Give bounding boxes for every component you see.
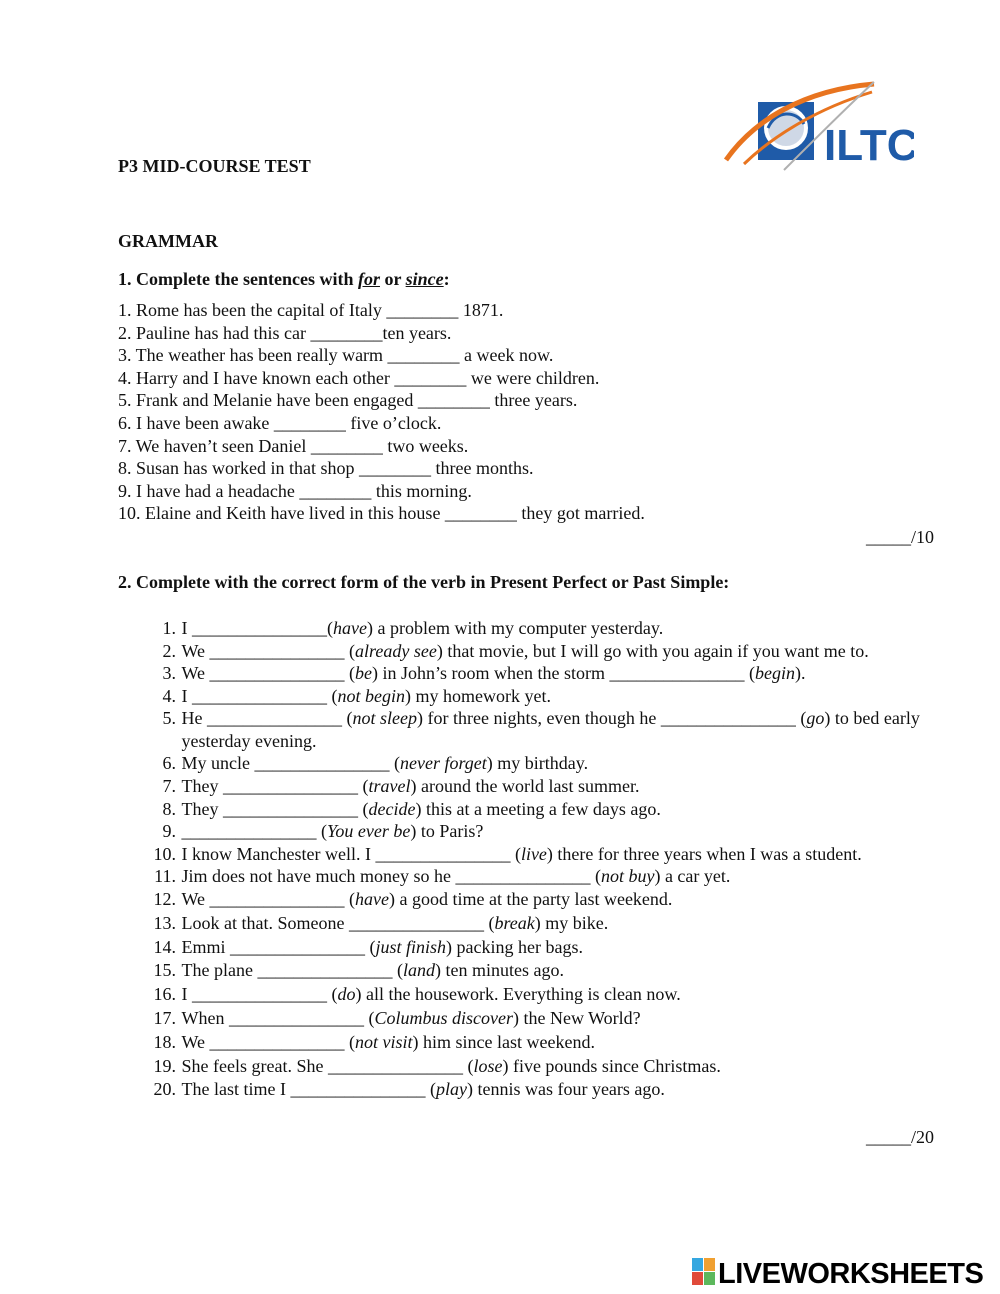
sentence-part: ) tennis was four years ago.	[466, 1079, 665, 1100]
section-heading: GRAMMAR	[118, 231, 218, 251]
exercise2-item-text	[181, 685, 939, 708]
liveworksheets-text: LIVEWORKSHEETS	[718, 1258, 984, 1288]
exercise1-item: 8. Susan has worked in that shop ________ three months.	[118, 458, 534, 479]
exercise2-item-text	[181, 843, 939, 866]
exercise2-item	[118, 1007, 938, 1031]
exercise1-item: 5. Frank and Melanie have been engaged ________ three years.	[118, 390, 578, 411]
exercise1-heading	[118, 269, 450, 290]
lw-badge-icon	[692, 1258, 715, 1285]
exercise2-item-text	[181, 775, 939, 798]
verb-hint: begin	[755, 663, 796, 684]
exercise2-item-number: 18.	[153, 1031, 176, 1052]
exercise2-item-text	[181, 798, 939, 821]
exercise2-item-number: 19.	[153, 1055, 176, 1076]
exercise2-item-number: 1.	[162, 618, 176, 638]
verb-hint: not buy	[600, 866, 655, 887]
sentence-part: ) there for three years when I was a student.	[546, 843, 862, 864]
exercise2-item	[118, 752, 938, 775]
sentence-part: ) him since last weekend.	[412, 1031, 595, 1052]
exercise2-item	[118, 865, 938, 888]
page-title: P3 MID-COURSE TEST	[118, 156, 311, 176]
exercise2-item-text	[181, 912, 939, 936]
sentence-part: ) packing her bags.	[446, 936, 583, 957]
exercise2-item-text	[181, 959, 939, 983]
sentence-part: ) ten minutes ago.	[434, 960, 564, 981]
sentence-part: ) five pounds since Christmas.	[502, 1055, 721, 1076]
exercise2-item-text	[181, 1078, 939, 1102]
exercise1-heading-suffix: :	[443, 269, 450, 289]
sentence-part: ) for three nights, even though he _______________ (	[416, 708, 807, 729]
exercise2-item-number: 11.	[154, 866, 176, 887]
exercise2-item-number: 17.	[153, 1007, 176, 1028]
exercise2-item	[118, 775, 938, 798]
exercise2-item	[118, 1078, 938, 1102]
sentence-part: ) in John’s room when the storm _______________ (	[372, 663, 756, 684]
exercise1-heading-or: or	[379, 269, 406, 289]
exercise2-item-number: 2.	[162, 640, 176, 661]
sentence-part: We _______________ (	[181, 663, 356, 684]
exercise2-item-text	[181, 617, 939, 640]
exercise2-item-text	[181, 888, 939, 912]
verb-hint: You ever be	[327, 821, 411, 842]
exercise2-item-text	[181, 1031, 939, 1055]
exercise2-item-text	[181, 662, 939, 685]
exercise1-item: 9. I have had a headache ________ this morning.	[118, 480, 472, 501]
exercise2-item	[118, 1055, 938, 1079]
sentence-part: I _______________(	[181, 618, 333, 638]
exercise2-list	[118, 617, 938, 1102]
exercise2-item	[118, 798, 938, 821]
sentence-part: ) all the housework. Everything is clean now.	[355, 984, 681, 1005]
exercise2-item-number: 8.	[162, 798, 176, 819]
sentence-part: They _______________ (	[181, 775, 369, 796]
exercise2-item	[118, 959, 938, 983]
verb-hint: play	[435, 1079, 467, 1100]
exercise2-item-number: 14.	[153, 936, 176, 957]
sentence-part: Jim does not have much money so he _______________ (	[181, 866, 601, 887]
exercise2-item-text	[181, 820, 939, 843]
sentence-part: ) to bed early yesterday evening.	[181, 708, 920, 751]
exercise2-item	[118, 1031, 938, 1055]
sentence-part: He _______________ (	[181, 708, 353, 729]
verb-hint: live	[520, 843, 547, 864]
exercise2-item-number: 4.	[162, 685, 176, 706]
exercise2-item	[118, 685, 938, 708]
sentence-part: _______________ (	[181, 821, 327, 842]
sentence-part: The last time I _______________ (	[181, 1079, 436, 1100]
word-since: since	[405, 269, 444, 289]
sentence-part: ) that movie, but I will go with you again if you want me to.	[436, 640, 869, 661]
sentence-part: ) a car yet.	[654, 866, 731, 887]
exercise2-item-number: 15.	[153, 960, 176, 981]
verb-hint: decide	[368, 798, 416, 819]
exercise2-item-number: 13.	[153, 912, 176, 933]
iltc-logo-text: ILTC	[824, 121, 914, 170]
verb-hint: Columbus discover	[374, 1007, 513, 1028]
verb-hint: travel	[368, 775, 411, 796]
verb-hint: lose	[473, 1055, 503, 1076]
verb-hint: have	[333, 618, 367, 638]
exercise1-score: _____/10	[866, 527, 935, 547]
exercise2-item-number: 16.	[153, 984, 176, 1005]
exercise2-item-text	[181, 936, 939, 960]
verb-hint: be	[355, 663, 373, 684]
exercise2-item-text	[181, 1055, 939, 1079]
exercise2-heading: 2. Complete with the correct form of the verb in Present Perfect or Past Simple:	[118, 572, 730, 592]
exercise1-item: 7. We haven’t seen Daniel ________ two weeks.	[118, 435, 469, 456]
exercise1-heading-prefix: 1. Complete the sentences with	[118, 269, 358, 289]
exercise2-item-text	[181, 640, 939, 663]
exercise2-item	[118, 707, 938, 752]
exercise2-item-text	[181, 1007, 939, 1031]
exercise2-item-text	[181, 865, 939, 888]
exercise1-item: 2. Pauline has had this car ________ten years.	[118, 322, 452, 343]
sentence-part: I _______________ (	[181, 984, 338, 1005]
sentence-part: When _______________ (	[181, 1007, 375, 1028]
verb-hint: not visit	[355, 1031, 413, 1052]
exercise2-item	[118, 912, 938, 936]
exercise2-item	[118, 843, 938, 866]
exercise2-item	[118, 936, 938, 960]
exercise1-item: 6. I have been awake ________ five o’clock.	[118, 412, 442, 433]
sentence-part: ) this at a meeting a few days ago.	[415, 798, 661, 819]
exercise2-item-number: 3.	[162, 663, 176, 684]
exercise2-item-number: 10.	[153, 843, 176, 864]
exercise2-item	[118, 640, 938, 663]
sentence-part: ) my bike.	[534, 912, 609, 933]
verb-hint: not begin	[337, 685, 405, 706]
exercise1-item: 3. The weather has been really warm ________ a week now.	[118, 345, 554, 366]
word-for: for	[357, 269, 380, 289]
sentence-part: I _______________ (	[181, 685, 338, 706]
verb-hint: never forget	[399, 753, 487, 774]
sentence-part: ).	[795, 663, 806, 684]
verb-hint: land	[402, 960, 435, 981]
verb-hint: do	[337, 984, 356, 1005]
sentence-part: ) around the world last summer.	[410, 775, 640, 796]
exercise2-item	[118, 888, 938, 912]
exercise2-item-number: 6.	[162, 753, 176, 774]
verb-hint: go	[806, 708, 825, 729]
exercise2-item-number: 5.	[162, 708, 176, 729]
exercise2-item-number: 7.	[162, 775, 176, 796]
sentence-part: I know Manchester well. I _______________ (	[181, 843, 521, 864]
exercise2-item-text	[181, 707, 939, 752]
exercise2-item-number: 12.	[153, 888, 176, 909]
sentence-part: The plane _______________ (	[181, 960, 403, 981]
sentence-part: She feels great. She _______________ (	[181, 1055, 474, 1076]
verb-hint: have	[355, 888, 390, 909]
verb-hint: not sleep	[352, 708, 417, 729]
exercise1-item: 1. Rome has been the capital of Italy ________ 1871.	[118, 300, 504, 320]
exercise1-list	[118, 299, 645, 525]
sentence-part: ) to Paris?	[410, 821, 484, 842]
exercise2-item	[118, 662, 938, 685]
verb-hint: just finish	[375, 936, 447, 957]
exercise1-item: 10. Elaine and Keith have lived in this house ________ they got married.	[118, 503, 645, 524]
liveworksheets-logo	[688, 1254, 988, 1288]
sentence-part: My uncle _______________ (	[181, 753, 400, 774]
exercise2-item-text	[181, 752, 939, 775]
exercise2-item	[118, 983, 938, 1007]
iltc-logo	[724, 80, 914, 172]
exercise1-item: 4. Harry and I have known each other ________ we were children.	[118, 367, 600, 388]
sentence-part: Look at that. Someone _______________ (	[181, 912, 495, 933]
exercise2-item-text	[181, 983, 939, 1007]
exercise2-score: _____/20	[866, 1127, 935, 1147]
exercise2-item-number: 9.	[162, 821, 176, 842]
sentence-part: Emmi _______________ (	[181, 936, 376, 957]
verb-hint: break	[494, 912, 535, 933]
exercise2-item-number: 20.	[153, 1079, 176, 1100]
sentence-part: ) the New World?	[512, 1007, 641, 1028]
sentence-part: ) a problem with my computer yesterday.	[366, 618, 664, 638]
verb-hint: already see	[355, 640, 437, 661]
sentence-part: We _______________ (	[181, 1031, 356, 1052]
exercise2-item	[118, 617, 938, 640]
sentence-part: They _______________ (	[181, 798, 369, 819]
sentence-part: ) my homework yet.	[405, 685, 551, 706]
sentence-part: ) my birthday.	[486, 753, 589, 774]
sentence-part: We _______________ (	[181, 640, 356, 661]
sentence-part: We _______________ (	[181, 888, 356, 909]
sentence-part: ) a good time at the party last weekend.	[389, 888, 673, 909]
exercise2-item	[118, 820, 938, 843]
